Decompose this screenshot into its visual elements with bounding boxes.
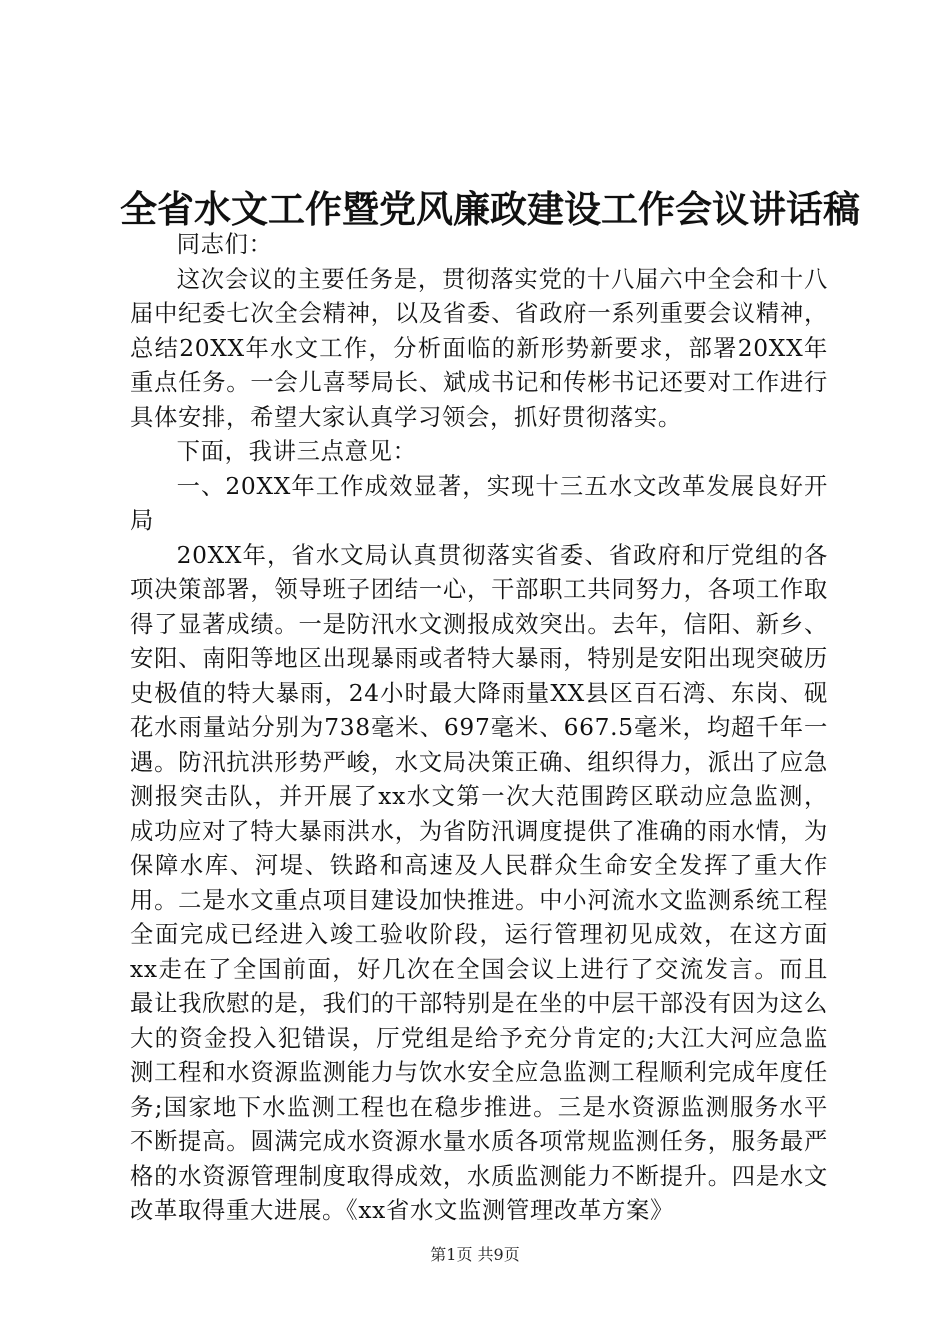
paragraph: 这次会议的主要任务是，贯彻落实党的十八届六中全会和十八届中纪委七次全会精神，以及省委、省政府一系列重要会议精神，总结20XX年水文工作，分析面临的新形势新要求，部署20XX年重点任务。一会儿喜琴局长、斌成书记和传彬书记还要对工作进行具体安排，希望大家认真学习领会，抓好贯彻落实。: [130, 265, 828, 431]
section-heading: 一、20XX年工作成效显著，实现十三五水文改革发展良好开局: [130, 472, 828, 534]
page-footer: 第1页 共9页: [430, 1245, 520, 1264]
salutation: 同志们：: [176, 231, 273, 258]
paragraph: 下面，我讲三点意见：: [176, 438, 417, 465]
document-title: 全省水文工作暨党风廉政建设工作会议讲话稿: [120, 187, 860, 231]
document-body: [130, 228, 828, 1229]
paragraph: 20XX年，省水文局认真贯彻落实省委、省政府和厅党组的各项决策部署，领导班子团结一心，干部职工共同努力，各项工作取得了显著成绩。一是防汛水文测报成效突出。去年，信阳、新乡、安阳、南阳等地区出现暴雨或者特大暴雨，特别是安阳出现突破历史极值的特大暴雨，24小时最大降雨量XX县区百石湾、东岗、砚花水雨量站分别为738毫米、697毫米、667.5毫米，均超千年一遇。防汛抗洪形势严峻，水文局决策正确、组织得力，派出了应急测报突击队，并开展了xx水文第一次大范围跨区联动应急监测，成功应对了特大暴雨洪水，为省防汛调度提供了准确的雨水情，为保障水库、河堤、铁路和高速及人民群众生命安全发挥了重大作用。二是水文重点项目建设加快推进。中小河流水文监测系统工程全面完成已经进入竣工验收阶段，运行管理初见成效，在这方面xx走在了全国前面，好几次在全国会议上进行了交流发言。而且最让我欣慰的是，我们的干部特别是在坐的中层干部没有因为这么大的资金投入犯错误，厅党组是给予充分肯定的;大江大河应急监测工程和水资源监测能力与饮水安全应急监测工程顺利完成年度任务;国家地下水监测工程也在稳步推进。三是水资源监测服务水平不断提高。圆满完成水资源水量水质各项常规监测任务，服务最严格的水资源管理制度取得成效，水质监测能力不断提升。四是水文改革取得重大进展。《xx省水文监测管理改革方案》: [130, 541, 828, 1224]
